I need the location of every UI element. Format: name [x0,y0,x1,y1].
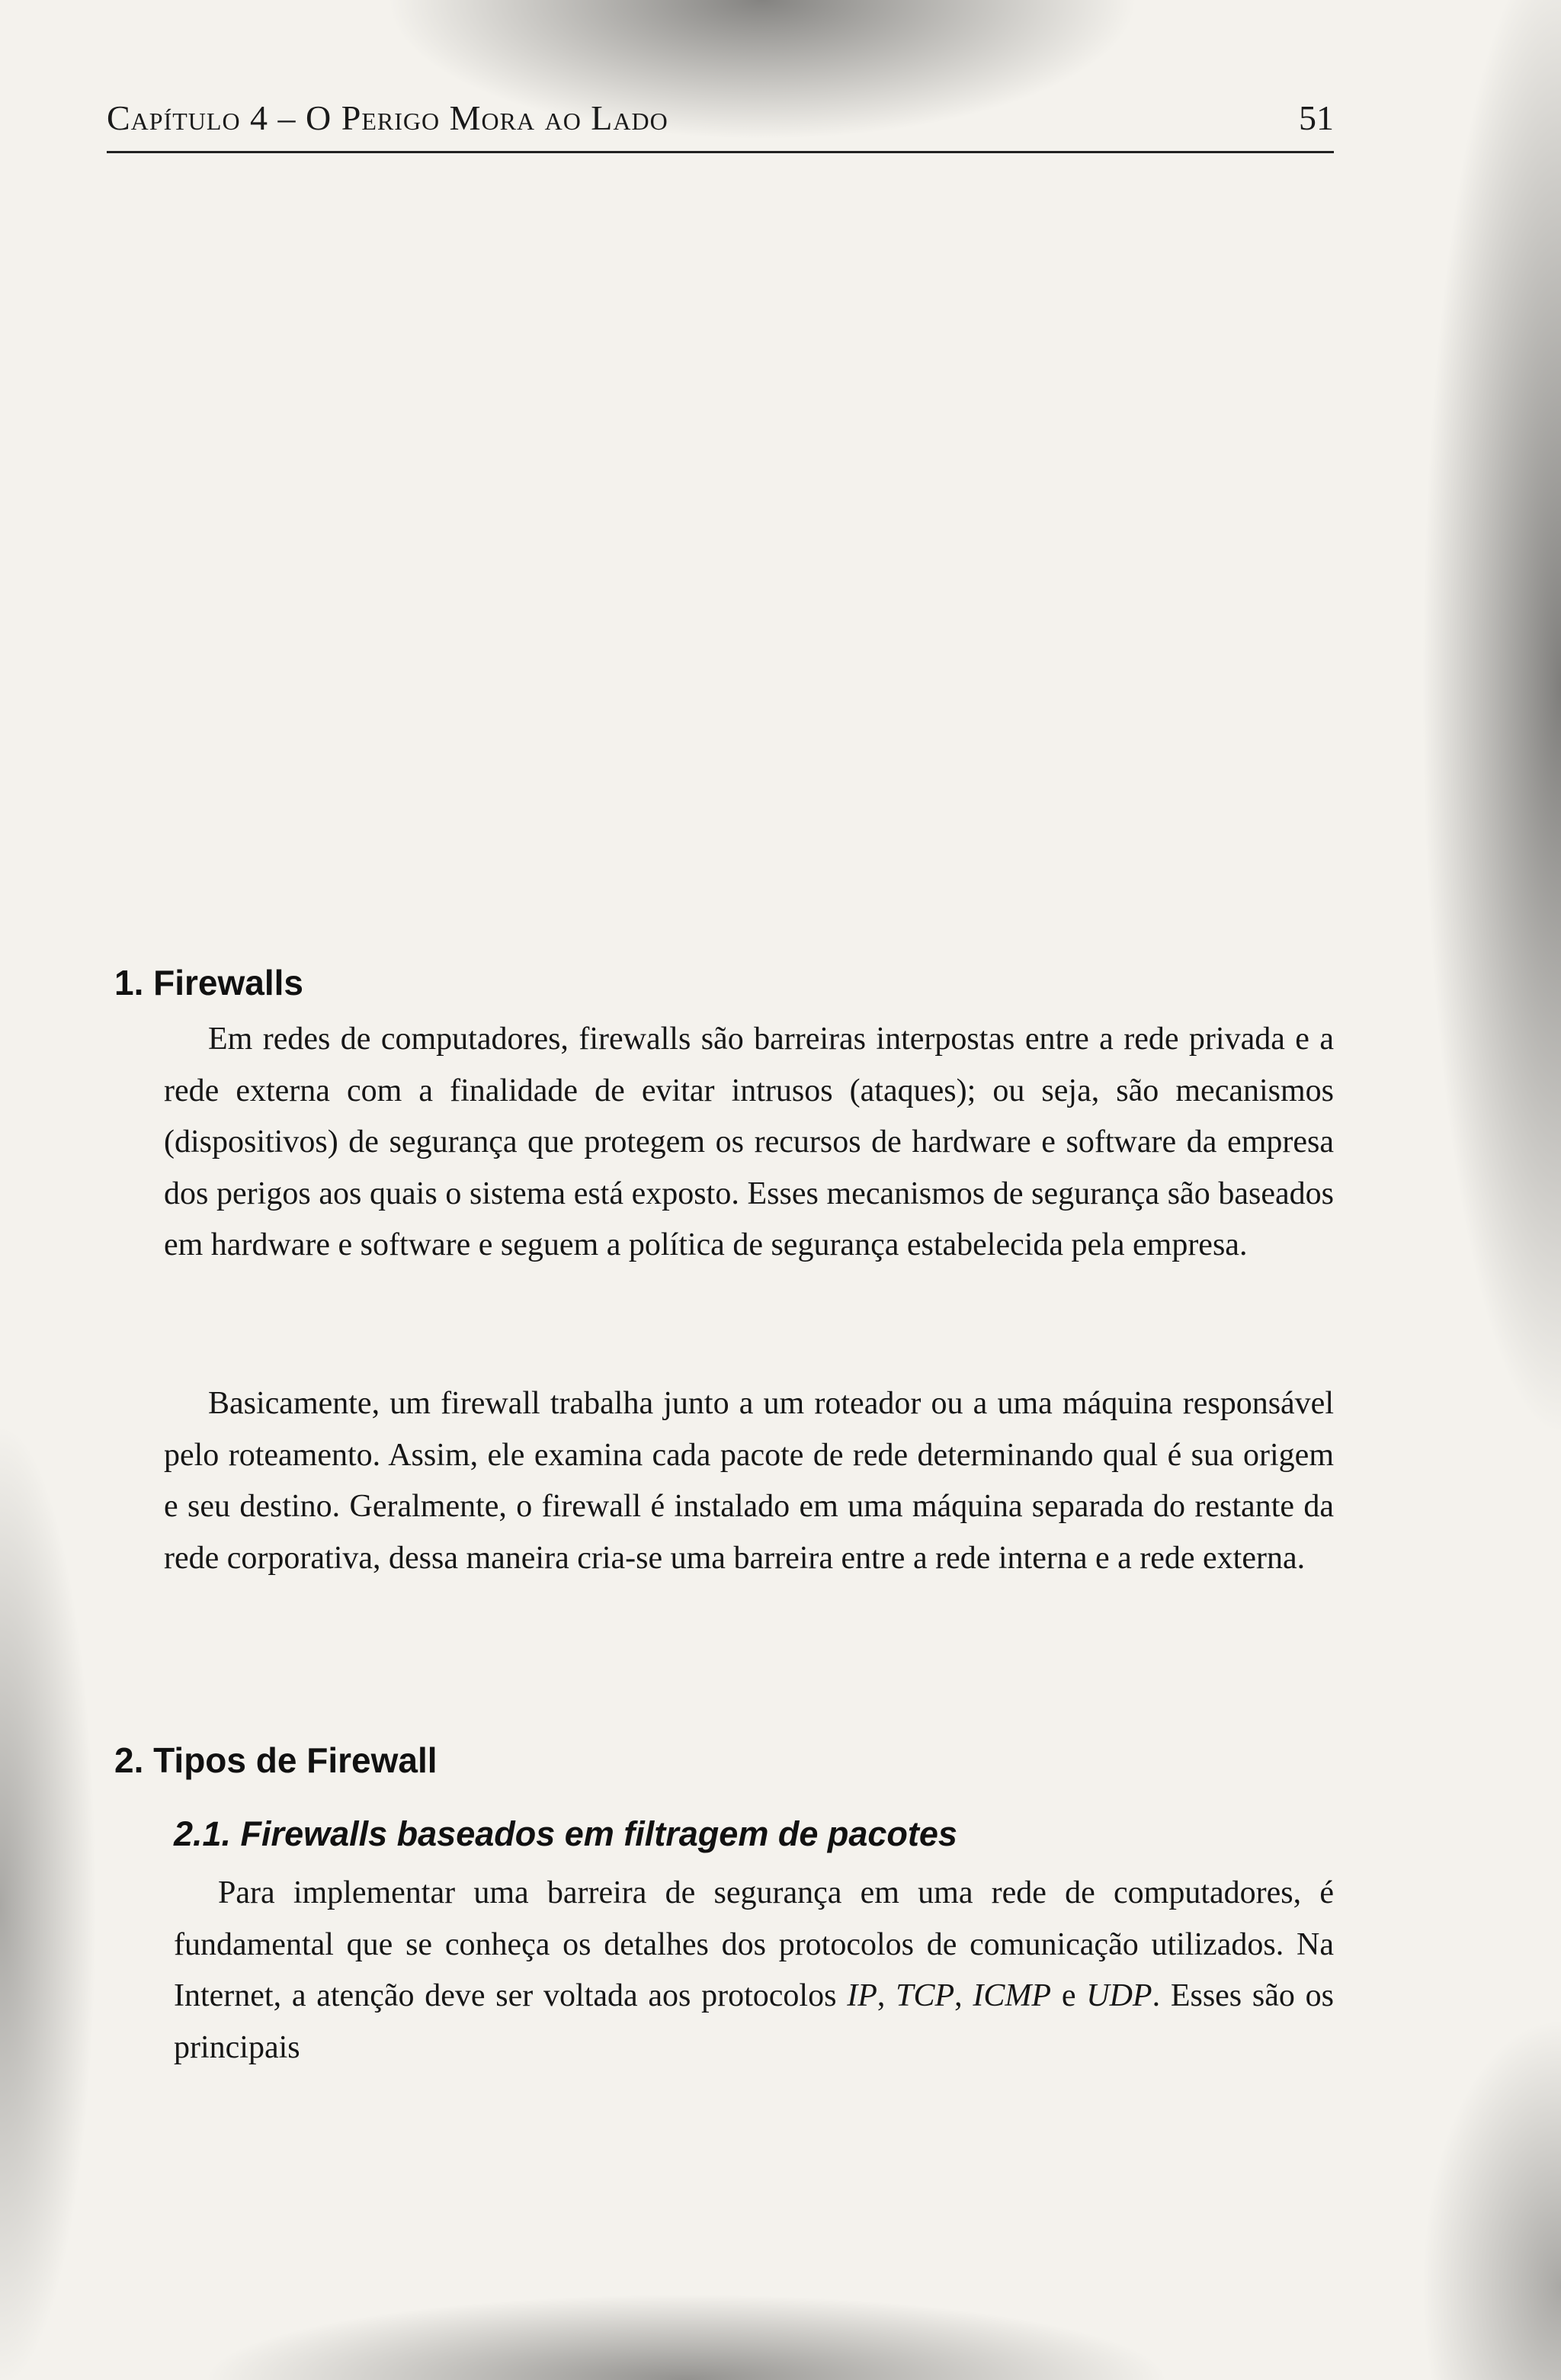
paragraph-intro: Para implementar uma barreira de segurança em uma rede de computadores, é fundamental que se conheça os detalhes dos protocolos de comunicação utilizados. Na Internet, a atenção deve ser voltada aos protocolos [174,1875,1334,2013]
protocol-udp: UDP [1086,1978,1152,2013]
section-heading-tipos-de-firewall: 2. Tipos de Firewall [114,1740,438,1780]
separator-3: e [1051,1978,1087,2013]
paragraph-outro: . Esses são os principais [174,1978,1334,2065]
protocol-tcp: TCP [896,1978,955,2013]
chapter-title: Capítulo 4 – O Perigo Mora ao Lado [107,98,668,137]
protocol-icmp: ICMP [973,1978,1052,2013]
subsection-heading-filtragem-pacotes: 2.1. Firewalls baseados em filtragem de pacotes [174,1814,957,1853]
paragraph-firewalls-definition: Em redes de computadores, firewalls são barreiras interpostas entre a rede privada e a rede externa com a finalidade de evitar intrusos (ataques); ou seja, são mecanismos (dispositivos) de segurança que protegem os recursos de hardware e software da empresa dos perigos aos quais o sistema está exposto. Esses mecanismos de segurança são baseados em hardware e software e seguem a política de segurança estabelecida pela empresa. [164,1022,1334,1262]
paragraph-firewalls-operation: Basicamente, um firewall trabalha junto a um roteador ou a uma máquina responsável pelo roteamento. Assim, ele examina cada pacote de rede determinando qual é sua origem e seu destino. Geralmente, o firewall é instalado em uma máquina separada do restante da rede corporativa, dessa maneira cria-se uma barreira entre a rede interna e a rede externa. [164,1386,1334,1576]
running-header [107,98,1334,153]
section-heading-firewalls: 1. Firewalls [114,963,304,1002]
bleed-through-texture [107,175,1326,900]
protocol-ip: IP [847,1978,877,2013]
separator-2: , [954,1978,973,2013]
paragraph-filtragem-pacotes [174,1868,1334,2074]
page-number: 51 [1299,98,1334,137]
separator-1: , [877,1978,896,2013]
